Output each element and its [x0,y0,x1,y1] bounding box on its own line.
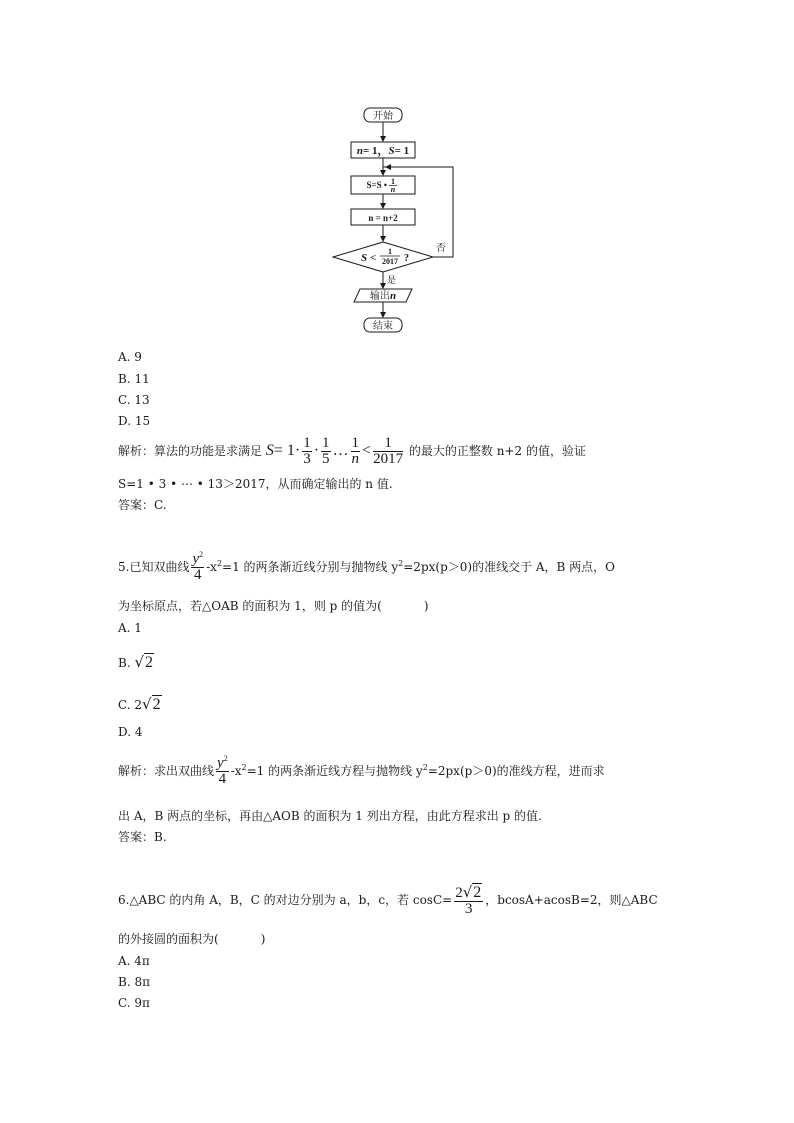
q6-stem-line2: 的外接圆的面积为( ) [118,932,266,946]
q5-stem-line1: 5.已知双曲线 $\frac{y^2}{4}$ $-x^2=1$ 的两条渐近线分别与抛物线 $y^2=2px(p>0)$的准线交于 A，B 两点，O [118,550,616,583]
q5-stem-line2: 为坐标原点，若△OAB 的面积为 1，则 p 的值为( ) [118,599,429,613]
flowchart [330,100,470,345]
q5-option-c: C. 2√2 [118,695,161,713]
q4-option-a: A. 9 [118,350,142,364]
q6-stem-line1: 6.△ABC 的内角 A，B，C 的对边分别为 a，b，c，若 cosC= $\frac{2√2}{3}$ ，bcosA+acosB=2，则△ABC [118,882,658,917]
flow-output-label: 输出n [369,290,397,302]
flow-cond-num: 1 [388,247,392,256]
flow-update-s-den: n [390,185,396,194]
q5-analysis-line2: 出 A，B 两点的坐标，再由△AOB 的面积为 1 列出方程，由此方程求出 p 的值. [118,809,542,823]
flow-init-label: n= 1，S= 1 [356,145,410,157]
flow-cond-den: 2017 [382,257,398,266]
flow-end-label: 结束 [373,321,393,332]
q4-analysis-line2: S=1 • 3 • ⋯ • 13＞2017，从而确定输出的 n 值. [118,477,393,491]
q6-option-c: C. 9π [118,996,150,1010]
flow-no-label: 否 [436,243,446,254]
q4-option-c: C. 13 [118,393,150,407]
flow-update-s-num: 1 [391,177,395,186]
q6-option-b: B. 8π [118,975,150,989]
flow-yes-label: 是 [387,276,397,286]
flow-cond-s: S [361,252,368,264]
q4-analysis-line1: 解析：算法的功能是求满足 S= 1· $\frac{1}{3}$ · $\frac{1}{5}$ … $\frac{1}{n}$ < $\frac{1}{2017}$ 的最大的正整数 n+2 的值，验证 [118,435,586,467]
q5-option-a: A. 1 [118,621,142,635]
q5-answer: 答案：B. [118,830,167,844]
q5-option-d: D. 4 [118,725,143,739]
flow-cond-q: ? [404,253,409,264]
q5-analysis-line1: 解析：求出双曲线 $\frac{y^2}{4}$ $-x^2=1$ 的两条渐近线方程与抛物线 $y^2=2px(p>0)$的准线方程，进而求 [118,754,605,787]
q6-option-a: A. 4π [118,954,150,968]
flow-update-s-lhs: S=S • [366,180,387,190]
flow-start-label: 开始 [373,111,393,122]
q5-option-b: B. √2 [118,653,154,671]
q4-option-b: B. 11 [118,372,150,386]
q4-option-d: D. 15 [118,414,151,428]
flow-cond-lt: < [370,252,377,264]
flow-update-n-label: n = n+2 [368,213,398,223]
q4-answer: 答案：C. [118,498,167,512]
